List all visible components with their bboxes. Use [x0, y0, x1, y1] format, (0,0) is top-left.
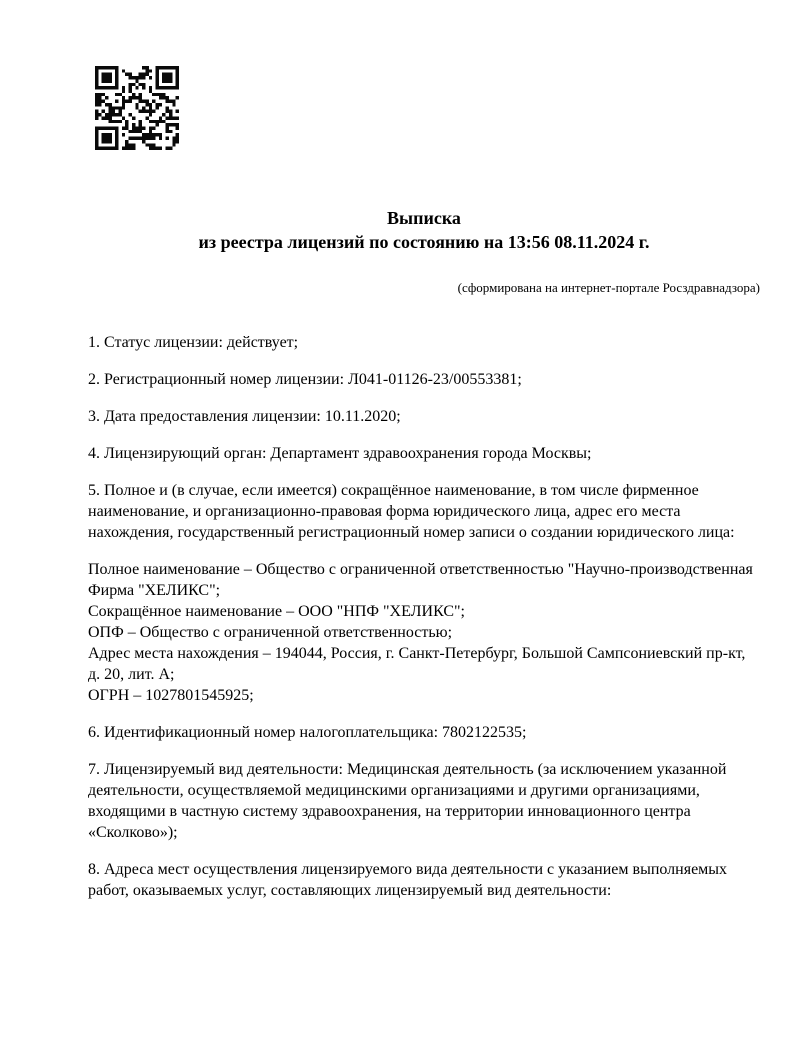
document-body — [88, 332, 760, 917]
company-address: Адрес места нахождения – 194044, Россия, г. Санкт-Петербург, Большой Сампсониевский пр-кт, д. 20, лит. А; — [88, 645, 746, 683]
taxpayer-id: 6. Идентификационный номер налогоплательщика: 7802122535; — [88, 724, 527, 741]
organization-section-heading: 5. Полное и (в случае, если имеется) сокращённое наименование, в том числе фирменное наименование, и организационно-правовая форма юридического лица, адрес его места нахождения, государственный регистрационный номер записи о создании юридического лица: — [88, 482, 735, 541]
title-line-1: Выписка — [387, 208, 461, 228]
licensed-activity-type: 7. Лицензируемый вид деятельности: Медицинская деятельность (за исключением указанной деятельности, осуществляемой медицинскими организациями и другими организациями, входящими в частную систему здравоохранения, на территории инновационного центра «Сколково»); — [88, 761, 727, 841]
qr-code-icon — [95, 66, 179, 150]
company-short-name: Сокращённое наименование – ООО "НПФ "ХЕЛИКС"; — [88, 603, 465, 620]
license-status: 1. Статус лицензии: действует; — [88, 334, 299, 351]
licensing-authority: 4. Лицензирующий орган: Департамент здравоохранения города Москвы; — [88, 445, 592, 462]
company-ogrn: ОГРН – 1027801545925; — [88, 687, 254, 704]
organization-details — [88, 559, 760, 706]
license-registration-number: 2. Регистрационный номер лицензии: Л041-01126-23/00553381; — [88, 371, 522, 388]
company-full-name: Полное наименование – Общество с ограниченной ответственностью "Научно-производственная Фирма "ХЕЛИКС"; — [88, 561, 753, 599]
generation-note: (сформирована на интернет-портале Росздравнадзора) — [457, 280, 760, 295]
title-line-2: из реестра лицензий по состоянию на 13:56 08.11.2024 г. — [198, 232, 650, 252]
company-legal-form: ОПФ – Общество с ограниченной ответственностью; — [88, 624, 453, 641]
document-title — [88, 206, 760, 254]
activity-addresses-heading: 8. Адреса мест осуществления лицензируемого вида деятельности с указанием выполняемых работ, оказываемых услуг, составляющих лицензируемый вид деятельности: — [88, 861, 728, 899]
license-grant-date: 3. Дата предоставления лицензии: 10.11.2020; — [88, 408, 401, 425]
